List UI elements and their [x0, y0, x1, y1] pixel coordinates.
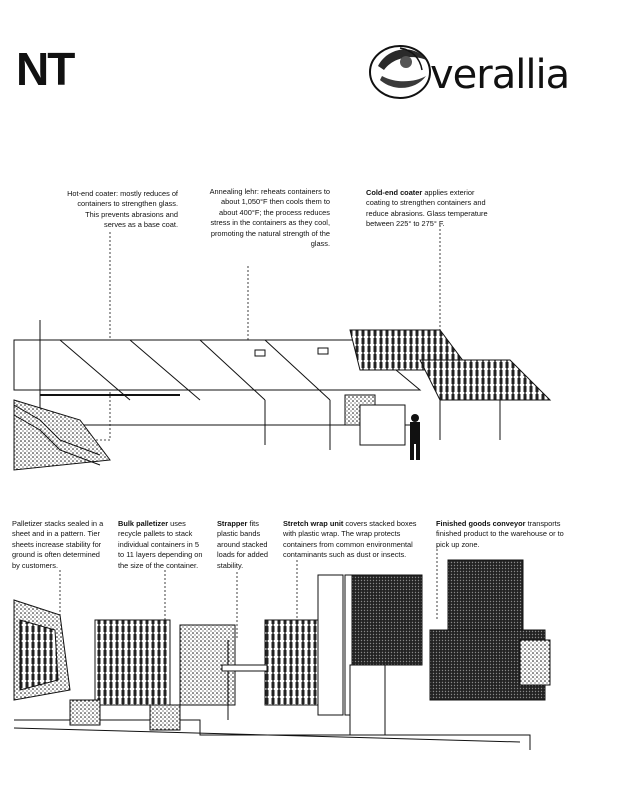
callout-text: Palletizer stacks sealed in a sheet and in a pattern. Tier sheets increase stability for ground is often determined by customers.: [12, 519, 104, 570]
callout-heading: Finished goods conveyor: [436, 519, 526, 528]
callout-heading: Bulk palletizer: [118, 519, 169, 528]
hot-end-coater: [14, 400, 110, 470]
callout-heading: Stretch wrap unit: [283, 519, 344, 528]
callout-heading: Cold-end coater: [366, 188, 423, 197]
floor-conveyor: [14, 700, 530, 750]
page-title-fragment: NT: [16, 43, 74, 95]
bulk-pallet-stacks: [95, 620, 325, 720]
callout-text: Hot-end coater: mostly reduces of containers to strengthen glass. This prevents abrasions and serves as a base coat.: [67, 189, 178, 230]
callout-text: applies exterior coating to strengthen containers and reduce abrasions. Glass temperature between 225° to 275° F.: [366, 188, 488, 229]
callout-text: transports finished product to the warehouse or to pick up zone.: [436, 519, 564, 549]
callout-text: fits plastic bands around stacked loads for added stability.: [217, 519, 268, 570]
palletizer-area: [14, 600, 70, 700]
finished-goods-conveyor: [430, 560, 550, 700]
callout-heading: Strapper: [217, 519, 248, 528]
callout-text: Annealing lehr: reheats containers to about 1,050°F then cools them to about 400°F; the process reduces stress in the containers as they cool, promoting the natural strength of the glass.: [209, 187, 330, 249]
worker-figure: [410, 414, 420, 460]
brand-name: verallia: [430, 52, 570, 98]
callout-text: uses recycle pallets to stack individual containers in 5 to 11 layers depending on the size of the container.: [118, 519, 203, 570]
stretch-wrap-unit: [318, 575, 422, 735]
callout-text: covers stacked boxes with plastic wrap. The wrap protects containers from common environmental contaminants such as dust or insects.: [283, 519, 417, 560]
